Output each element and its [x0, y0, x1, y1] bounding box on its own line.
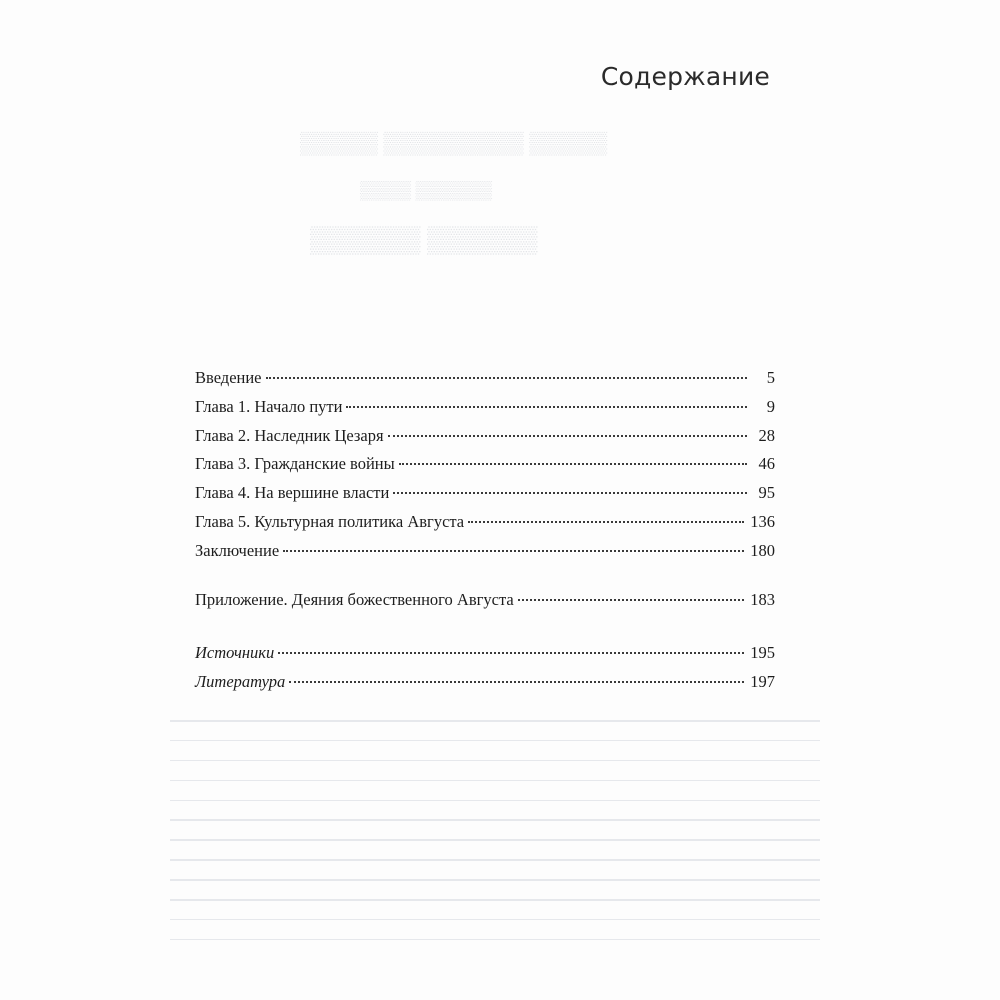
toc-entry-label: Приложение. Деяния божественного Августа — [195, 589, 514, 609]
toc-entry — [195, 426, 775, 455]
toc-entry-label: Глава 5. Культурная политика Августа — [195, 511, 465, 531]
dot-leader — [278, 652, 744, 654]
toc-entry-page: 95 — [758, 483, 775, 503]
dot-leader — [388, 435, 747, 437]
toc-entry — [195, 397, 775, 426]
toc-entry — [195, 368, 775, 397]
toc-entry — [195, 590, 775, 619]
toc-entry-page: 195 — [750, 643, 775, 663]
toc-entry — [195, 643, 775, 672]
dot-leader — [518, 599, 745, 601]
show-through-lines — [170, 720, 820, 959]
table-of-contents — [195, 368, 775, 701]
toc-entry-page: 136 — [750, 511, 775, 531]
dot-leader — [283, 550, 744, 552]
dot-leader — [468, 521, 744, 523]
dot-leader — [346, 406, 747, 408]
toc-entry-page: 5 — [766, 368, 775, 387]
toc-entry-page: 9 — [766, 396, 775, 416]
toc-entry — [195, 454, 775, 483]
toc-entry-page: 197 — [750, 672, 775, 692]
dot-leader — [393, 492, 747, 494]
toc-entry-label: Заключение — [195, 540, 280, 560]
toc-heading: Содержание — [600, 62, 770, 91]
toc-entry-page: 28 — [758, 425, 775, 445]
toc-entry-label: Введение — [195, 368, 262, 387]
toc-entry-page: 183 — [750, 589, 775, 609]
dot-leader — [399, 463, 747, 465]
dot-leader — [289, 681, 744, 683]
toc-entry — [195, 512, 775, 541]
toc-entry-label: Глава 4. На вершине власти — [195, 483, 390, 503]
toc-entry-label: Глава 2. Наследник Цезаря — [195, 425, 384, 445]
toc-entry — [195, 672, 775, 701]
toc-entry-page: 180 — [750, 540, 775, 560]
show-through-text: ▒▒▒▒ ▒▒▒▒▒▒ — [360, 180, 493, 200]
toc-entry-label: Глава 3. Гражданские войны — [195, 454, 395, 474]
show-through-text: ▒▒▒▒▒ ▒▒▒▒▒▒▒▒▒ ▒▒▒▒▒ — [300, 130, 608, 155]
toc-entry — [195, 483, 775, 512]
toc-entry — [195, 541, 775, 570]
toc-entry-page: 46 — [758, 454, 775, 474]
toc-entry-label: Литература — [195, 672, 286, 692]
toc-entry-label: Глава 1. Начало пути — [195, 396, 343, 416]
dot-leader — [266, 377, 747, 379]
show-through-text: ▒▒▒▒▒▒ ▒▒▒▒▒▒ — [310, 225, 538, 254]
toc-entry-label: Источники — [195, 643, 275, 663]
